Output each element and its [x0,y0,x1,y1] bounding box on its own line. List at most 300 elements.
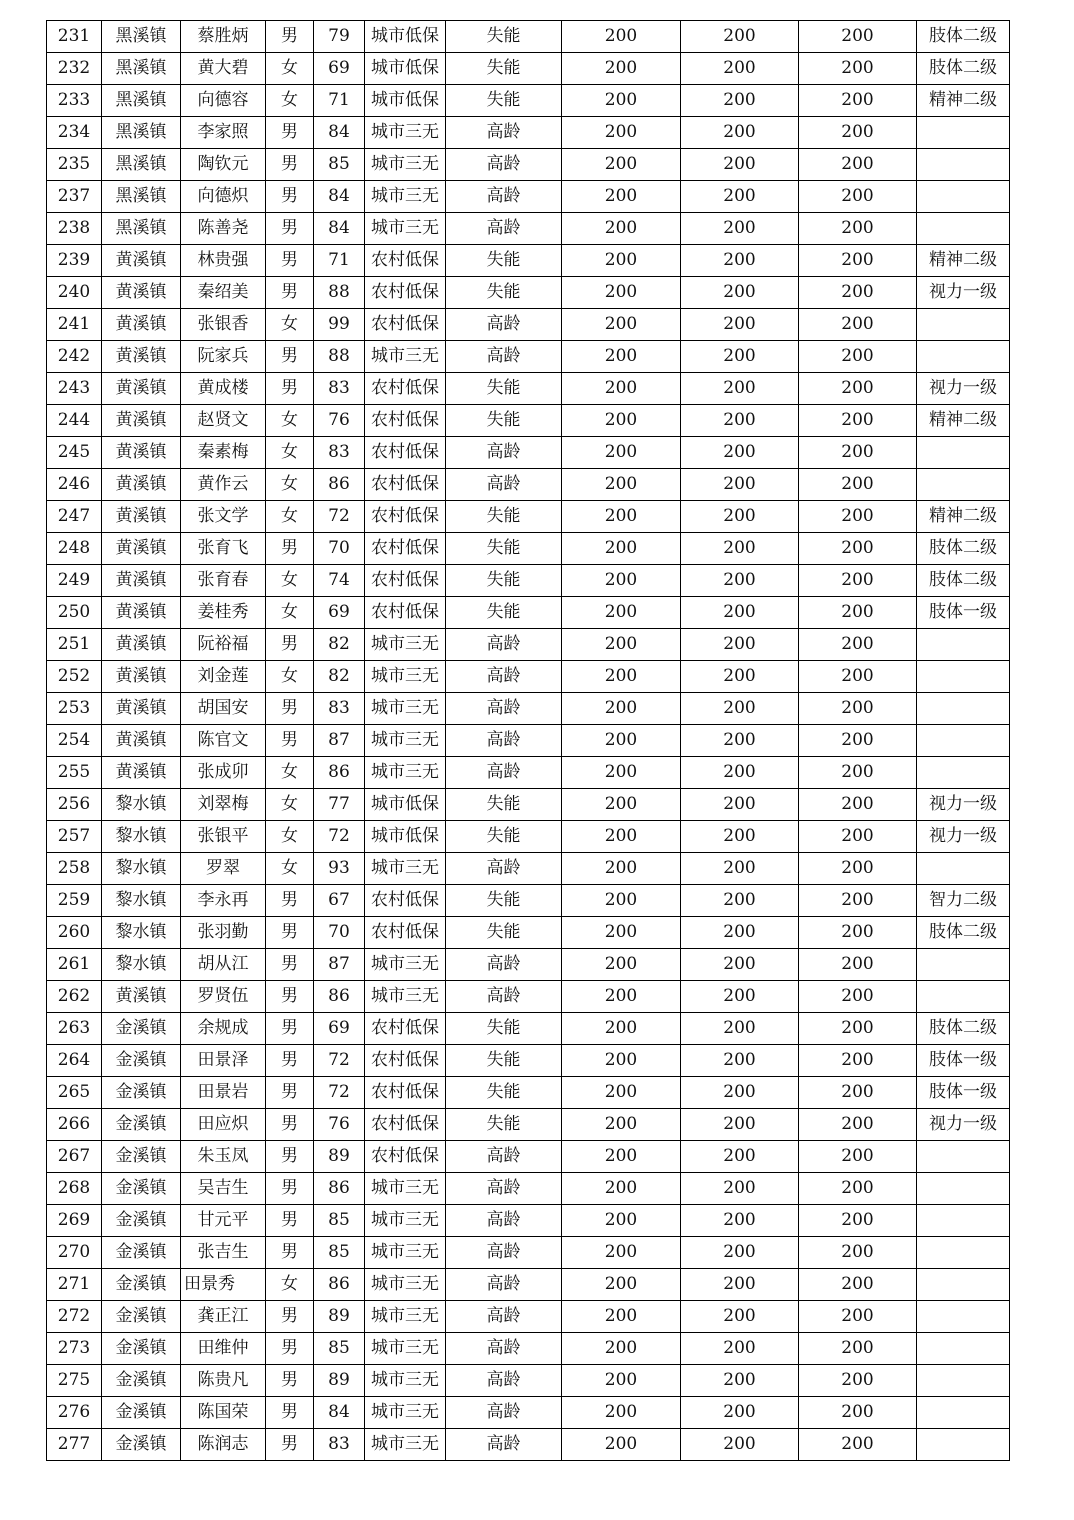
town-cell: 金溪镇 [102,1365,181,1397]
disability-level-cell [917,117,1010,149]
name-cell: 陈官文 [181,725,266,757]
amount-cell: 200 [681,757,799,789]
amount-cell: 200 [681,469,799,501]
amount-cell: 200 [681,597,799,629]
amount-cell: 200 [799,661,917,693]
category-cell: 城市三无 [365,117,446,149]
category-cell: 城市三无 [365,1301,446,1333]
gender-cell: 男 [266,949,314,981]
category-cell: 城市三无 [365,949,446,981]
amount-cell: 200 [681,1173,799,1205]
disability-level-cell: 视力一级 [917,277,1010,309]
category-cell: 城市低保 [365,85,446,117]
age-cell: 83 [314,373,365,405]
serial-cell: 231 [47,21,102,53]
category-cell: 城市三无 [365,981,446,1013]
amount-cell: 200 [562,1109,681,1141]
amount-cell: 200 [681,917,799,949]
amount-cell: 200 [681,1429,799,1461]
table-row [47,789,1010,821]
disability-level-cell [917,1269,1010,1301]
disability-level-cell [917,853,1010,885]
category-cell: 农村低保 [365,1077,446,1109]
amount-cell: 200 [799,405,917,437]
type-cell: 高龄 [446,117,562,149]
type-cell: 失能 [446,917,562,949]
amount-cell: 200 [681,1141,799,1173]
category-cell: 城市低保 [365,789,446,821]
gender-cell: 女 [266,789,314,821]
town-cell: 黄溪镇 [102,373,181,405]
amount-cell: 200 [562,373,681,405]
disability-level-cell: 肢体二级 [917,917,1010,949]
amount-cell: 200 [799,437,917,469]
amount-cell: 200 [681,1237,799,1269]
table-row [47,565,1010,597]
category-cell: 农村低保 [365,309,446,341]
name-cell: 阮家兵 [181,341,266,373]
serial-cell: 269 [47,1205,102,1237]
table-row [47,1077,1010,1109]
gender-cell: 男 [266,1237,314,1269]
amount-cell: 200 [562,277,681,309]
amount-cell: 200 [799,1365,917,1397]
amount-cell: 200 [799,757,917,789]
category-cell: 农村低保 [365,469,446,501]
amount-cell: 200 [562,1205,681,1237]
town-cell: 黎水镇 [102,821,181,853]
age-cell: 69 [314,1013,365,1045]
name-cell: 黄成楼 [181,373,266,405]
serial-cell: 260 [47,917,102,949]
table-row [47,149,1010,181]
amount-cell: 200 [562,917,681,949]
gender-cell: 男 [266,373,314,405]
age-cell: 76 [314,405,365,437]
serial-cell: 249 [47,565,102,597]
gender-cell: 男 [266,181,314,213]
type-cell: 失能 [446,789,562,821]
name-cell: 向德炽 [181,181,266,213]
disability-level-cell [917,181,1010,213]
amount-cell: 200 [562,405,681,437]
name-cell: 罗贤伍 [181,981,266,1013]
amount-cell: 200 [799,245,917,277]
gender-cell: 男 [266,277,314,309]
serial-cell: 233 [47,85,102,117]
amount-cell: 200 [562,661,681,693]
type-cell: 失能 [446,85,562,117]
amount-cell: 200 [562,149,681,181]
serial-cell: 254 [47,725,102,757]
age-cell: 88 [314,341,365,373]
table-row [47,373,1010,405]
name-cell: 罗翠 [181,853,266,885]
serial-cell: 258 [47,853,102,885]
serial-cell: 268 [47,1173,102,1205]
gender-cell: 男 [266,245,314,277]
town-cell: 黄溪镇 [102,309,181,341]
age-cell: 89 [314,1301,365,1333]
age-cell: 86 [314,469,365,501]
name-cell: 李永再 [181,885,266,917]
age-cell: 72 [314,821,365,853]
table-row [47,469,1010,501]
name-cell: 秦绍美 [181,277,266,309]
serial-cell: 271 [47,1269,102,1301]
amount-cell: 200 [681,181,799,213]
name-cell: 陈国荣 [181,1397,266,1429]
name-cell: 刘金莲 [181,661,266,693]
disability-level-cell [917,949,1010,981]
town-cell: 黑溪镇 [102,149,181,181]
amount-cell: 200 [681,853,799,885]
amount-cell: 200 [681,789,799,821]
disability-level-cell: 肢体二级 [917,565,1010,597]
amount-cell: 200 [562,629,681,661]
table-row [47,1301,1010,1333]
amount-cell: 200 [562,341,681,373]
disability-level-cell [917,1429,1010,1461]
disability-level-cell: 智力二级 [917,885,1010,917]
table-row [47,885,1010,917]
disability-level-cell: 视力一级 [917,1109,1010,1141]
town-cell: 金溪镇 [102,1141,181,1173]
name-cell: 吴吉生 [181,1173,266,1205]
town-cell: 黄溪镇 [102,981,181,1013]
amount-cell: 200 [681,693,799,725]
town-cell: 金溪镇 [102,1173,181,1205]
serial-cell: 256 [47,789,102,821]
amount-cell: 200 [681,661,799,693]
gender-cell: 男 [266,1045,314,1077]
gender-cell: 女 [266,821,314,853]
type-cell: 高龄 [446,661,562,693]
table-row [47,1397,1010,1429]
table-row [47,85,1010,117]
age-cell: 86 [314,1269,365,1301]
amount-cell: 200 [681,501,799,533]
disability-level-cell: 肢体一级 [917,1045,1010,1077]
name-cell: 田景秀 [181,1269,266,1301]
age-cell: 72 [314,1077,365,1109]
type-cell: 失能 [446,1013,562,1045]
serial-cell: 273 [47,1333,102,1365]
amount-cell: 200 [681,373,799,405]
gender-cell: 男 [266,693,314,725]
name-cell: 张羽勤 [181,917,266,949]
gender-cell: 女 [266,309,314,341]
category-cell: 城市三无 [365,1333,446,1365]
amount-cell: 200 [799,629,917,661]
type-cell: 高龄 [446,1269,562,1301]
amount-cell: 200 [681,309,799,341]
category-cell: 农村低保 [365,373,446,405]
table-row [47,309,1010,341]
table-row [47,597,1010,629]
category-cell: 农村低保 [365,1141,446,1173]
type-cell: 失能 [446,53,562,85]
table-row [47,1205,1010,1237]
gender-cell: 女 [266,1269,314,1301]
category-cell: 农村低保 [365,885,446,917]
amount-cell: 200 [799,1333,917,1365]
serial-cell: 266 [47,1109,102,1141]
category-cell: 城市三无 [365,213,446,245]
name-cell: 李家照 [181,117,266,149]
amount-cell: 200 [799,85,917,117]
town-cell: 黄溪镇 [102,501,181,533]
serial-cell: 262 [47,981,102,1013]
amount-cell: 200 [681,981,799,1013]
disability-level-cell [917,725,1010,757]
category-cell: 农村低保 [365,565,446,597]
disability-level-cell: 肢体二级 [917,53,1010,85]
gender-cell: 男 [266,917,314,949]
name-cell: 张成卯 [181,757,266,789]
amount-cell: 200 [799,1173,917,1205]
table-row [47,821,1010,853]
table-row [47,1013,1010,1045]
name-cell: 陈善尧 [181,213,266,245]
age-cell: 86 [314,981,365,1013]
amount-cell: 200 [799,725,917,757]
category-cell: 城市三无 [365,341,446,373]
age-cell: 71 [314,245,365,277]
table-row [47,1173,1010,1205]
town-cell: 金溪镇 [102,1205,181,1237]
amount-cell: 200 [681,341,799,373]
amount-cell: 200 [799,1205,917,1237]
amount-cell: 200 [799,149,917,181]
disability-level-cell: 视力一级 [917,373,1010,405]
age-cell: 85 [314,1333,365,1365]
serial-cell: 276 [47,1397,102,1429]
category-cell: 农村低保 [365,917,446,949]
town-cell: 黄溪镇 [102,277,181,309]
table-row [47,21,1010,53]
amount-cell: 200 [562,1365,681,1397]
amount-cell: 200 [799,53,917,85]
type-cell: 失能 [446,245,562,277]
amount-cell: 200 [681,1365,799,1397]
amount-cell: 200 [681,437,799,469]
name-cell: 张银平 [181,821,266,853]
name-cell: 张文学 [181,501,266,533]
amount-cell: 200 [799,341,917,373]
gender-cell: 男 [266,1205,314,1237]
table-row [47,341,1010,373]
disability-level-cell [917,437,1010,469]
category-cell: 城市三无 [365,1205,446,1237]
amount-cell: 200 [562,1397,681,1429]
amount-cell: 200 [681,213,799,245]
name-cell: 阮裕福 [181,629,266,661]
type-cell: 高龄 [446,1141,562,1173]
town-cell: 黎水镇 [102,853,181,885]
name-cell: 秦素梅 [181,437,266,469]
type-cell: 高龄 [446,757,562,789]
type-cell: 高龄 [446,1205,562,1237]
serial-cell: 237 [47,181,102,213]
serial-cell: 251 [47,629,102,661]
amount-cell: 200 [681,245,799,277]
town-cell: 黎水镇 [102,917,181,949]
type-cell: 高龄 [446,341,562,373]
table-row [47,853,1010,885]
amount-cell: 200 [562,1173,681,1205]
serial-cell: 250 [47,597,102,629]
age-cell: 89 [314,1141,365,1173]
name-cell: 田景泽 [181,1045,266,1077]
type-cell: 高龄 [446,149,562,181]
amount-cell: 200 [681,1333,799,1365]
disability-level-cell: 精神二级 [917,245,1010,277]
town-cell: 金溪镇 [102,1013,181,1045]
amount-cell: 200 [681,1109,799,1141]
disability-level-cell: 肢体二级 [917,21,1010,53]
amount-cell: 200 [681,53,799,85]
serial-cell: 255 [47,757,102,789]
name-cell: 姜桂秀 [181,597,266,629]
amount-cell: 200 [562,693,681,725]
type-cell: 高龄 [446,629,562,661]
town-cell: 金溪镇 [102,1237,181,1269]
category-cell: 城市三无 [365,629,446,661]
town-cell: 黑溪镇 [102,53,181,85]
town-cell: 黄溪镇 [102,597,181,629]
gender-cell: 男 [266,1109,314,1141]
age-cell: 74 [314,565,365,597]
amount-cell: 200 [562,757,681,789]
amount-cell: 200 [681,1045,799,1077]
age-cell: 83 [314,437,365,469]
town-cell: 黑溪镇 [102,21,181,53]
disability-level-cell: 精神二级 [917,85,1010,117]
serial-cell: 248 [47,533,102,565]
type-cell: 高龄 [446,309,562,341]
disability-level-cell [917,693,1010,725]
table-row [47,53,1010,85]
amount-cell: 200 [562,309,681,341]
gender-cell: 女 [266,85,314,117]
age-cell: 88 [314,277,365,309]
amount-cell: 200 [681,21,799,53]
age-cell: 85 [314,1237,365,1269]
age-cell: 72 [314,501,365,533]
amount-cell: 200 [799,1109,917,1141]
type-cell: 高龄 [446,1397,562,1429]
category-cell: 农村低保 [365,437,446,469]
amount-cell: 200 [681,1013,799,1045]
gender-cell: 男 [266,1013,314,1045]
age-cell: 84 [314,117,365,149]
amount-cell: 200 [799,1429,917,1461]
amount-cell: 200 [562,597,681,629]
disability-level-cell: 肢体一级 [917,1077,1010,1109]
gender-cell: 男 [266,213,314,245]
gender-cell: 男 [266,1365,314,1397]
age-cell: 84 [314,181,365,213]
serial-cell: 243 [47,373,102,405]
amount-cell: 200 [562,181,681,213]
serial-cell: 265 [47,1077,102,1109]
amount-cell: 200 [681,1269,799,1301]
age-cell: 85 [314,1205,365,1237]
disability-level-cell [917,1397,1010,1429]
amount-cell: 200 [799,917,917,949]
amount-cell: 200 [562,821,681,853]
subsidy-table [46,20,1010,1461]
category-cell: 农村低保 [365,405,446,437]
town-cell: 黄溪镇 [102,565,181,597]
disability-level-cell [917,469,1010,501]
table-row [47,181,1010,213]
type-cell: 失能 [446,565,562,597]
amount-cell: 200 [799,533,917,565]
serial-cell: 275 [47,1365,102,1397]
amount-cell: 200 [799,821,917,853]
town-cell: 金溪镇 [102,1397,181,1429]
gender-cell: 男 [266,629,314,661]
gender-cell: 男 [266,1301,314,1333]
serial-cell: 267 [47,1141,102,1173]
name-cell: 张银香 [181,309,266,341]
table-row [47,213,1010,245]
gender-cell: 女 [266,469,314,501]
amount-cell: 200 [681,85,799,117]
town-cell: 黄溪镇 [102,629,181,661]
name-cell: 田维仲 [181,1333,266,1365]
table-row [47,1141,1010,1173]
disability-level-cell [917,309,1010,341]
table-row [47,629,1010,661]
town-cell: 黑溪镇 [102,213,181,245]
name-cell: 朱玉凤 [181,1141,266,1173]
type-cell: 高龄 [446,213,562,245]
serial-cell: 232 [47,53,102,85]
amount-cell: 200 [799,565,917,597]
serial-cell: 257 [47,821,102,853]
gender-cell: 女 [266,565,314,597]
name-cell: 黄作云 [181,469,266,501]
category-cell: 城市三无 [365,661,446,693]
age-cell: 87 [314,949,365,981]
name-cell: 赵贤文 [181,405,266,437]
table-row [47,757,1010,789]
table-row [47,949,1010,981]
amount-cell: 200 [562,1013,681,1045]
amount-cell: 200 [799,981,917,1013]
category-cell: 城市三无 [365,1269,446,1301]
category-cell: 农村低保 [365,1013,446,1045]
gender-cell: 女 [266,405,314,437]
age-cell: 72 [314,1045,365,1077]
table-row [47,117,1010,149]
age-cell: 87 [314,725,365,757]
gender-cell: 男 [266,1429,314,1461]
serial-cell: 270 [47,1237,102,1269]
table-row [47,1045,1010,1077]
type-cell: 高龄 [446,1365,562,1397]
name-cell: 陶钦元 [181,149,266,181]
table-row [47,1269,1010,1301]
gender-cell: 男 [266,885,314,917]
serial-cell: 272 [47,1301,102,1333]
age-cell: 67 [314,885,365,917]
amount-cell: 200 [681,725,799,757]
name-cell: 张育春 [181,565,266,597]
